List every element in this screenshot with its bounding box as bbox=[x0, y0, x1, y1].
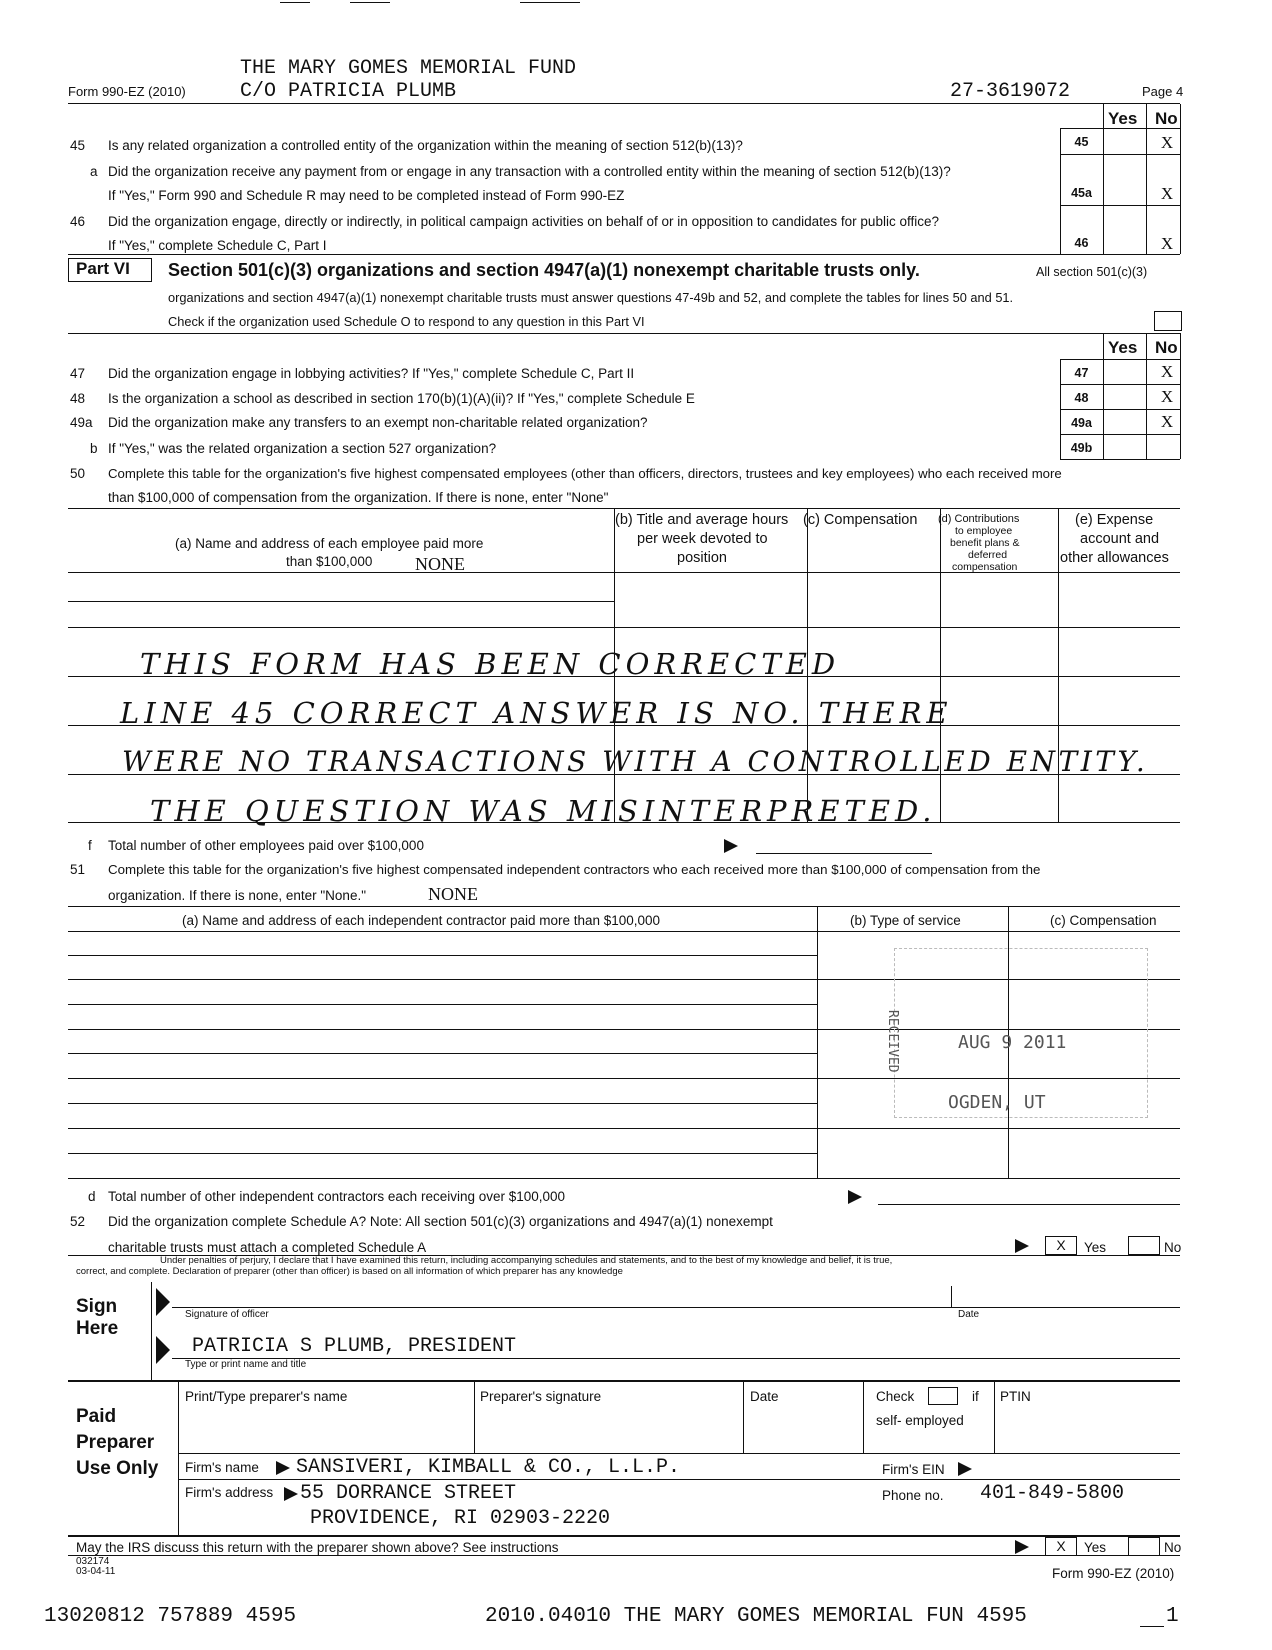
yes-header: Yes bbox=[1108, 109, 1138, 128]
firm-name-label: Firm's name bbox=[185, 1460, 259, 1475]
q52-no-checkbox[interactable] bbox=[1128, 1236, 1160, 1255]
q45-text: Is any related organization a controlled entity of the organization within the meaning of section 512(b)(13)? bbox=[108, 138, 743, 153]
q48-number: 48 bbox=[70, 391, 86, 406]
q50-col-d-line3: benefit plans & bbox=[950, 537, 1020, 549]
q49b-text: If "Yes," was the related organization a section 527 organization? bbox=[108, 441, 497, 456]
penalty-text-1: Under penalties of perjury, I declare that I have examined this return, including accompanying schedules and statements, and to the best of my knowledge and belief, it is true, bbox=[160, 1255, 893, 1266]
q47-label: 47 bbox=[1074, 366, 1089, 380]
sign-label-2: Here bbox=[76, 1318, 119, 1339]
q45-label: 45 bbox=[1074, 135, 1089, 149]
footer-form: Form 990-EZ (2010) bbox=[1052, 1566, 1175, 1581]
q51-col-c: (c) Compensation bbox=[1050, 913, 1157, 928]
q45a-text: Did the organization receive any payment from or engage in any transaction with a controlled entity within the meaning of section 512(b)(13)? bbox=[108, 164, 951, 179]
q46-number: 46 bbox=[70, 214, 86, 229]
q51-col-a: (a) Name and address of each independent contractor paid more than $100,000 bbox=[182, 913, 661, 928]
preparer-name-label: Print/Type preparer's name bbox=[185, 1389, 348, 1404]
q52-no-label: No bbox=[1164, 1240, 1182, 1255]
q50f-text: Total number of other employees paid over $100,000 bbox=[108, 838, 424, 853]
q51-text2: organization. If there is none, enter "None." bbox=[108, 888, 366, 903]
q51d-arrow-icon bbox=[848, 1190, 862, 1204]
bottom-left-code: 13020812 757889 4595 bbox=[44, 1605, 297, 1628]
q49a-answer-no[interactable]: X bbox=[1160, 412, 1174, 431]
discuss-text: May the IRS discuss this return with the preparer shown above? See instructions bbox=[76, 1540, 559, 1555]
stamp-date: AUG 9 2011 bbox=[958, 1032, 1067, 1053]
part-vi-title-tail: All section 501(c)(3) bbox=[1036, 265, 1148, 279]
org-name-line2: C/O PATRICIA PLUMB bbox=[240, 80, 457, 103]
firm-address-line2: PROVIDENCE, RI 02903-2220 bbox=[310, 1507, 611, 1530]
q50-text: Complete this table for the organization's five highest compensated employees (other than officers, directors, trustees and key employees) who each received more bbox=[108, 466, 1062, 481]
firm-ein-label: Firm's EIN bbox=[882, 1462, 945, 1477]
check-if-label: if bbox=[972, 1389, 979, 1404]
handwritten-note-line1: THIS FORM HAS BEEN CORRECTED bbox=[140, 647, 841, 681]
q47-text: Did the organization engage in lobbying activities? If "Yes," complete Schedule C, Part II bbox=[108, 366, 635, 381]
q45a-label: 45a bbox=[1071, 186, 1092, 200]
form-id: Form 990-EZ (2010) bbox=[68, 84, 186, 99]
discuss-no-label: No bbox=[1164, 1540, 1182, 1555]
schedule-o-checkbox[interactable] bbox=[1154, 311, 1182, 331]
q51d-letter: d bbox=[88, 1189, 96, 1204]
self-employed-checkbox[interactable] bbox=[928, 1387, 958, 1405]
q48-text: Is the organization a school as described in section 170(b)(1)(A)(ii)? If "Yes," complete Schedule E bbox=[108, 391, 695, 406]
page-number: Page 4 bbox=[1142, 84, 1184, 99]
q50-none: NONE bbox=[415, 554, 465, 574]
q50-col-b-line2: per week devoted to bbox=[637, 531, 768, 547]
bottom-right-code: 2010.04010 THE MARY GOMES MEMORIAL FUN 4595 bbox=[485, 1605, 1027, 1628]
no-header-2: No bbox=[1155, 338, 1178, 357]
preparer-label-3: Use Only bbox=[76, 1458, 159, 1479]
q46-text: Did the organization engage, directly or indirectly, in political campaign activities on behalf of or in opposition to candidates for public office? bbox=[108, 214, 939, 229]
preparer-label-1: Paid bbox=[76, 1406, 117, 1427]
firm-address-arrow-icon bbox=[284, 1487, 298, 1501]
part-vi-label: Part VI bbox=[76, 259, 130, 278]
bottom-page: 1 bbox=[1166, 1605, 1179, 1628]
q49b-letter: b bbox=[90, 441, 98, 456]
self-employed-label: self- employed bbox=[876, 1413, 964, 1428]
part-vi-title: Section 501(c)(3) organizations and section 4947(a)(1) nonexempt charitable trusts only. bbox=[168, 260, 920, 280]
preparer-label-2: Preparer bbox=[76, 1432, 155, 1453]
q50f-arrow-icon bbox=[724, 839, 738, 853]
q50-col-a-line2: than $100,000 bbox=[286, 554, 373, 569]
ein: 27-3619072 bbox=[950, 80, 1071, 103]
preparer-signature-label: Preparer's signature bbox=[480, 1389, 602, 1404]
q51-none: NONE bbox=[428, 884, 478, 904]
q50-col-d-line4: deferred bbox=[968, 549, 1008, 561]
q45a-answer-no[interactable]: X bbox=[1160, 184, 1174, 203]
phone-number: 401-849-5800 bbox=[980, 1482, 1125, 1505]
footer-code-2: 03-04-11 bbox=[76, 1566, 116, 1577]
q50-col-b-line1: (b) Title and average hours bbox=[615, 512, 789, 528]
q50-number: 50 bbox=[70, 466, 86, 481]
q50-col-d-line1: (d) Contributions bbox=[938, 513, 1020, 525]
q50-text2: than $100,000 of compensation from the organization. If there is none, enter "None" bbox=[108, 490, 609, 505]
q50f-input[interactable] bbox=[756, 853, 932, 854]
q52-yes-label: Yes bbox=[1084, 1240, 1107, 1255]
discuss-yes-label: Yes bbox=[1084, 1540, 1107, 1555]
q45-answer-no[interactable]: X bbox=[1160, 133, 1174, 152]
q50-col-c: (c) Compensation bbox=[803, 512, 918, 528]
handwritten-note-line4: THE QUESTION WAS MISINTERPRETED. bbox=[150, 794, 937, 828]
q52-number: 52 bbox=[70, 1214, 86, 1229]
phone-label: Phone no. bbox=[882, 1488, 944, 1503]
q50-col-b-line3: position bbox=[677, 550, 727, 566]
q51d-text: Total number of other independent contractors each receiving over $100,000 bbox=[108, 1189, 566, 1204]
handwritten-note-line2: LINE 45 CORRECT ANSWER IS NO. THERE bbox=[120, 696, 953, 730]
q47-answer-no[interactable]: X bbox=[1160, 362, 1174, 381]
discuss-arrow-icon bbox=[1015, 1540, 1029, 1554]
officer-name-label: Type or print name and title bbox=[185, 1359, 307, 1370]
handwritten-note-line3: WERE NO TRANSACTIONS WITH A CONTROLLED ENTITY. bbox=[122, 745, 1149, 778]
q45-number: 45 bbox=[70, 138, 86, 153]
q46-text2: If "Yes," complete Schedule C, Part I bbox=[108, 238, 327, 253]
q50-col-d-line2: to employee bbox=[955, 525, 1013, 537]
q50-col-e-line3: other allowances bbox=[1060, 550, 1169, 566]
q52-text: Did the organization complete Schedule A? Note: All section 501(c)(3) organizations and 4947(a)(1) nonexempt bbox=[108, 1214, 773, 1229]
firm-name: SANSIVERI, KIMBALL & CO., L.L.P. bbox=[296, 1456, 681, 1479]
firm-address-label: Firm's address bbox=[185, 1485, 274, 1500]
officer-name: PATRICIA S PLUMB, PRESIDENT bbox=[192, 1335, 517, 1358]
preparer-date-label: Date bbox=[750, 1389, 779, 1404]
q51d-input[interactable] bbox=[878, 1204, 1180, 1205]
stamp-location: OGDEN, UT bbox=[948, 1092, 1046, 1113]
q52-arrow-icon bbox=[1015, 1239, 1029, 1253]
sign-label-1: Sign bbox=[76, 1296, 118, 1317]
q45a-letter: a bbox=[90, 164, 98, 179]
check-label: Check bbox=[876, 1389, 915, 1404]
part-vi-line3: Check if the organization used Schedule O to respond to any question in this Part VI bbox=[168, 314, 645, 329]
name-arrow-icon bbox=[156, 1336, 170, 1364]
officer-signature-line[interactable] bbox=[172, 1307, 1180, 1308]
q50-col-e-line1: (e) Expense bbox=[1075, 512, 1154, 528]
sign-date-label: Date bbox=[958, 1309, 980, 1320]
org-name: THE MARY GOMES MEMORIAL FUND bbox=[240, 57, 577, 80]
q46-answer-no[interactable]: X bbox=[1160, 234, 1174, 253]
q48-label: 48 bbox=[1074, 391, 1089, 405]
q47-number: 47 bbox=[70, 366, 86, 381]
q52-yes-checkbox[interactable]: X bbox=[1045, 1236, 1077, 1255]
stamp-received: RECEIVED bbox=[885, 1010, 900, 1073]
q48-answer-no[interactable]: X bbox=[1160, 387, 1174, 406]
q52-text2: charitable trusts must attach a completed Schedule A bbox=[108, 1240, 427, 1255]
q49a-label: 49a bbox=[1071, 416, 1092, 430]
q51-number: 51 bbox=[70, 862, 86, 877]
penalty-text-2: correct, and complete. Declaration of preparer (other than officer) is based on all information of which preparer has any knowledge bbox=[76, 1266, 623, 1277]
signature-of-officer-label: Signature of officer bbox=[185, 1309, 269, 1320]
q50-col-a-line1: (a) Name and address of each employee paid more bbox=[175, 536, 484, 551]
yes-header-2: Yes bbox=[1108, 338, 1138, 357]
q46-label: 46 bbox=[1074, 236, 1089, 250]
sign-arrow-icon bbox=[156, 1288, 170, 1316]
q51-col-b: (b) Type of service bbox=[850, 913, 961, 928]
firm-address-line1: 55 DORRANCE STREET bbox=[300, 1482, 517, 1505]
q49b-label: 49b bbox=[1070, 441, 1093, 455]
no-header: No bbox=[1155, 109, 1178, 128]
q51-text: Complete this table for the organization's five highest compensated independent contractors who each received more than $100,000 of compensation from the bbox=[108, 862, 1041, 877]
discuss-no-checkbox[interactable] bbox=[1128, 1537, 1160, 1556]
q50-col-d-line5: compensation bbox=[952, 561, 1018, 573]
q50f-letter: f bbox=[88, 838, 92, 853]
firm-name-arrow-icon bbox=[276, 1461, 290, 1475]
footer-code-1: 032174 bbox=[76, 1556, 110, 1567]
firm-ein-arrow-icon bbox=[958, 1462, 972, 1476]
q50-col-e-line2: account and bbox=[1080, 531, 1160, 547]
q49a-text: Did the organization make any transfers to an exempt non-charitable related organization? bbox=[108, 415, 648, 430]
q49a-number: 49a bbox=[70, 415, 93, 430]
q45a-text2: If "Yes," Form 990 and Schedule R may need to be completed instead of Form 990-EZ bbox=[108, 188, 625, 203]
discuss-yes-checkbox[interactable]: X bbox=[1045, 1537, 1077, 1556]
ptin-label: PTIN bbox=[1000, 1389, 1031, 1404]
part-vi-line2: organizations and section 4947(a)(1) nonexempt charitable trusts must answer questions 47-49b and 52, and complete the tables for lines 50 and 51. bbox=[168, 290, 1014, 305]
